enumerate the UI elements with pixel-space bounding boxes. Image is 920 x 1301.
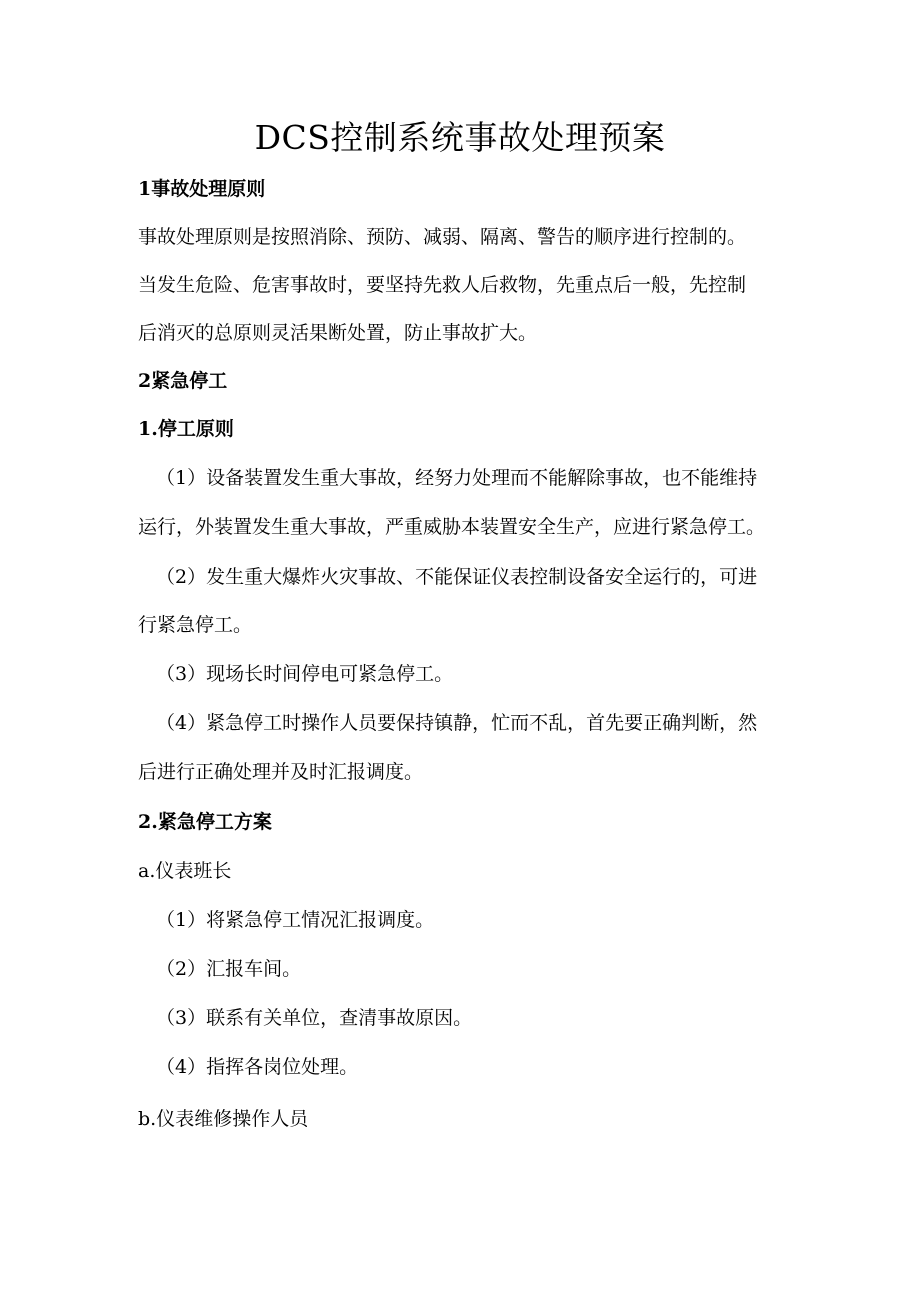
paragraph-line: 事故处理原则是按照消除、预防、减弱、隔离、警告的顺序进行控制的。 [138,226,747,248]
subsection-heading: 1.停工原则 [138,418,234,440]
list-item: （2）汇报车间。 [156,958,302,980]
role-heading: b.仪表维修操作人员 [138,1108,309,1130]
section-heading: 2紧急停工 [138,370,228,392]
section-heading: 1事故处理原则 [138,178,266,200]
list-item: （1）设备装置发生重大事故，经努力处理而不能解除事故，也不能维持 [156,467,758,489]
list-item: （4）紧急停工时操作人员要保持镇静，忙而不乱，首先要正确判断，然 [156,712,758,734]
paragraph-line: 运行，外装置发生重大事故，严重威胁本装置安全生产，应进行紧急停工。 [138,516,766,538]
list-item: （2）发生重大爆炸火灾事故、不能保证仪表控制设备安全运行的，可进 [156,566,758,588]
list-item: （3）联系有关单位，查清事故原因。 [156,1007,473,1029]
list-item: （1）将紧急停工情况汇报调度。 [156,909,435,931]
role-heading: a.仪表班长 [138,860,232,882]
paragraph-line: 当发生危险、危害事故时，要坚持先救人后救物，先重点后一般，先控制 [138,274,747,296]
paragraph-line: 后进行正确处理并及时汇报调度。 [138,761,424,783]
list-item: （3）现场长时间停电可紧急停工。 [156,663,454,685]
paragraph-line: 行紧急停工。 [138,614,253,636]
subsection-heading: 2.紧急停工方案 [138,811,272,833]
document-title: DCS控制系统事故处理预案 [254,118,666,157]
paragraph-line: 后消灭的总原则灵活果断处置，防止事故扩大。 [138,322,538,344]
list-item: （4）指挥各岗位处理。 [156,1056,359,1078]
